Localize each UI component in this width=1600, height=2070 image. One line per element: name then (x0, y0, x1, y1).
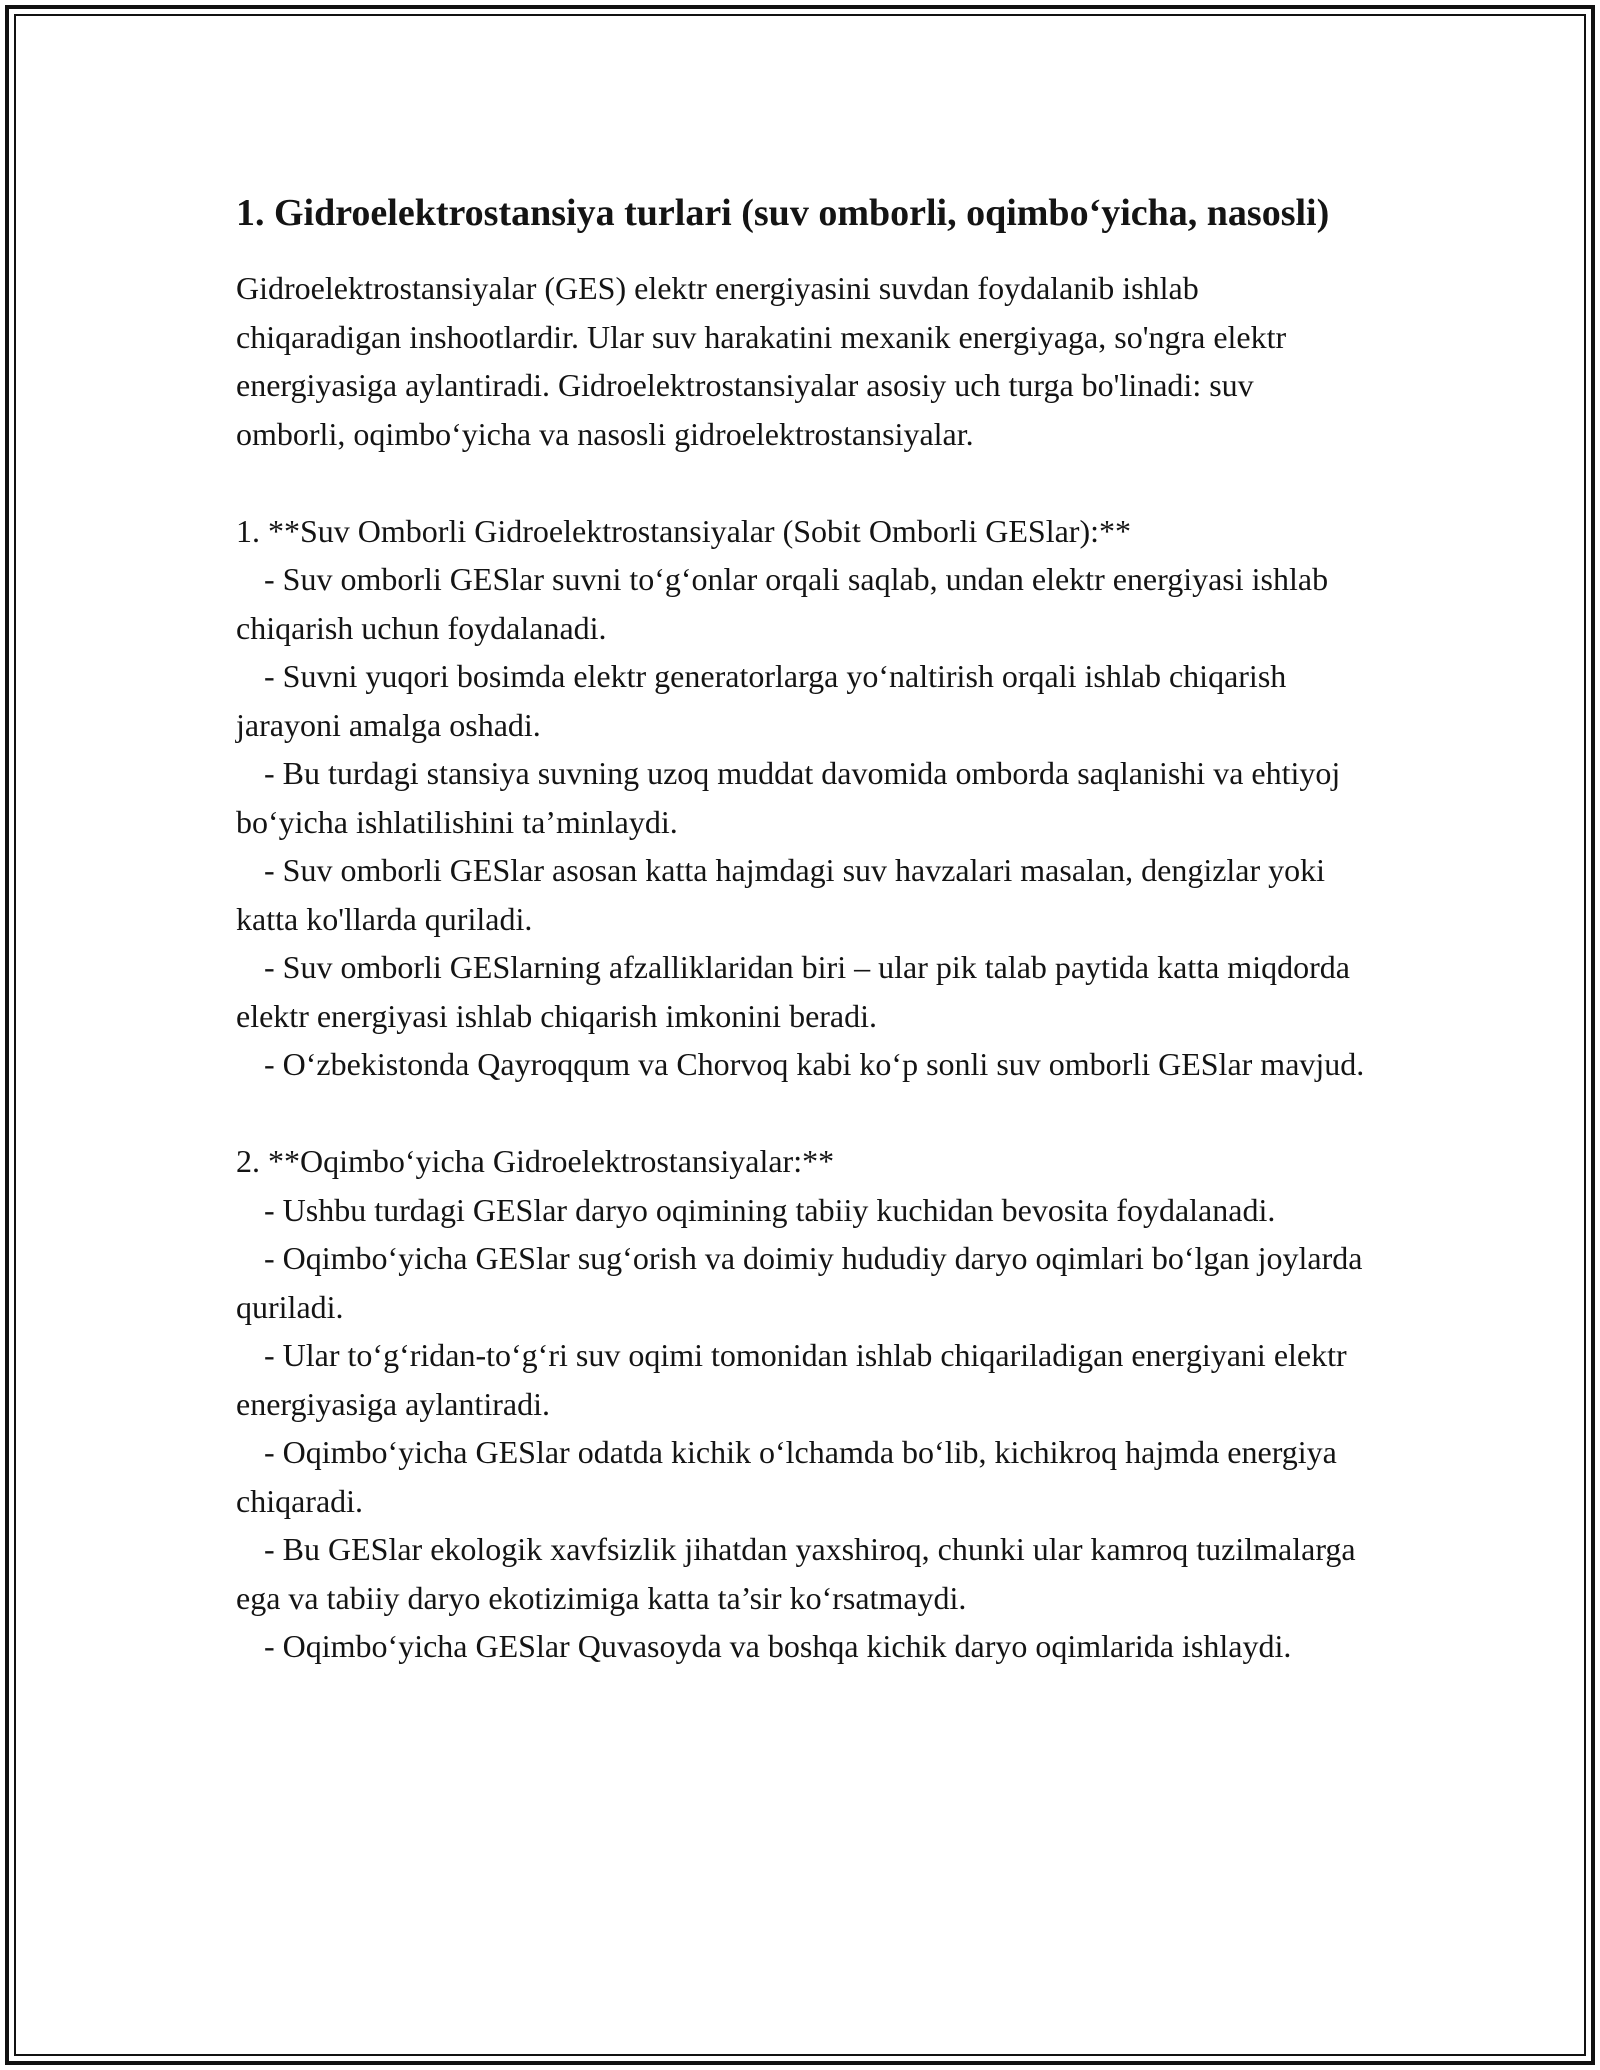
bullet-item: - Suvni yuqori bosimda elektr generatorlarga yo‘naltirish orqali ishlab chiqarish jarayoni amalga oshadi. (236, 658, 1287, 743)
bullet-item: - Suv omborli GESlar asosan katta hajmdagi suv havzalari masalan, dengizlar yoki katta ko'llarda quriladi. (236, 852, 1326, 937)
bullet-item: - Oqimbo‘yicha GESlar sug‘orish va doimiy hududiy daryo oqimlari bo‘lgan joylarda quriladi. (236, 1240, 1363, 1325)
bullet-item: - Oqimbo‘yicha GESlar Quvasoyda va boshqa kichik daryo oqimlarida ishlaydi. (264, 1628, 1292, 1664)
bullet-item: - Suv omborli GESlarning afzalliklaridan biri – ular pik talab paytida katta miqdorda elektr energiyasi ishlab chiqarish imkonini beradi. (236, 949, 1350, 1034)
section-title: 2. **Oqimbo‘yicha Gidroelektrostansiyalar:** (236, 1143, 835, 1179)
section-reservoir (236, 507, 1366, 1089)
spacer (236, 1089, 1366, 1138)
intro-paragraph: Gidroelektrostansiyalar (GES) elektr energiyasini suvdan foydalanib ishlab chiqaradigan inshootlardir. Ular suv harakatini mexanik energiyaga, so'ngra elektr energiyasiga aylantiradi. Gidroelektrostansiyalar asosiy uch turga bo'linadi: suv omborli, oqimbo‘yicha va nasosli gidroelektrostansiyalar. (236, 270, 1287, 452)
bullet-item: - Bu turdagi stansiya suvning uzoq muddat davomida omborda saqlanishi va ehtiyoj bo‘yicha ishlatilishini ta’minlaydi. (236, 755, 1341, 840)
section-title: 1. **Suv Omborli Gidroelektrostansiyalar (Sobit Omborli GESlar):** (236, 512, 1131, 549)
spacer (236, 458, 1366, 507)
bullet-item: - Oqimbo‘yicha GESlar odatda kichik o‘lchamda bo‘lib, kichikroq hajmda energiya chiqaradi. (236, 1434, 1337, 1519)
bullet-item: - Suv omborli GESlar suvni to‘g‘onlar orqali saqlab, undan elektr energiyasi ishlab chiqarish uchun foydalanadi. (236, 561, 1329, 646)
section-run-of-river (236, 1137, 1366, 1671)
document-heading: 1. Gidroelektrostansiya turlari (suv omborli, oqimbo‘yicha, nasosli) (236, 192, 1330, 234)
bullet-item: - O‘zbekistonda Qayroqqum va Chorvoq kabi ko‘p sonli suv omborli GESlar mavjud. (264, 1046, 1365, 1082)
bullet-item: - Ular to‘g‘ridan-to‘g‘ri suv oqimi tomonidan ishlab chiqariladigan energiyani elektr energiyasiga aylantiradi. (236, 1337, 1347, 1422)
bullet-item: - Ushbu turdagi GESlar daryo oqimining tabiiy kuchidan bevosita foydalanadi. (264, 1191, 1276, 1228)
bullet-item: - Bu GESlar ekologik xavfsizlik jihatdan yaxshiroq, chunki ular kamroq tuzilmalarga ega va tabiiy daryo ekotizimiga katta ta’sir ko‘rsatmaydi. (236, 1531, 1356, 1616)
document-body (236, 186, 1366, 1671)
